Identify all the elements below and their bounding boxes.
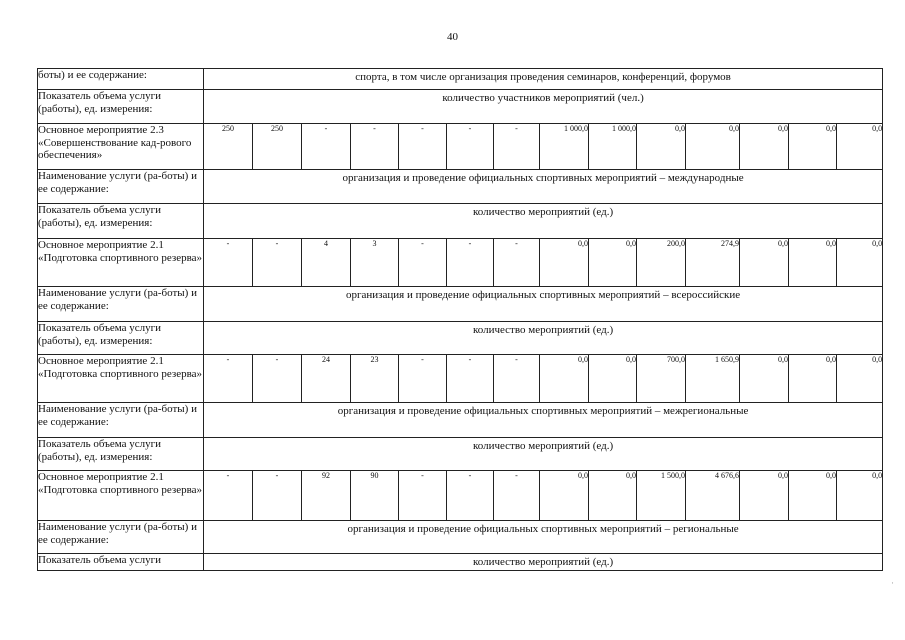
table-row-section bbox=[38, 170, 883, 204]
value-cell: 274,9 bbox=[686, 239, 740, 287]
value-cell: - bbox=[204, 239, 253, 287]
table-row-section bbox=[38, 204, 883, 239]
value-cell: 1 500,0 bbox=[637, 471, 686, 521]
row-label: Основное мероприятие 2.1 «Подготовка спортивного резерва» bbox=[38, 471, 204, 521]
value-cell: 0,0 bbox=[589, 239, 637, 287]
section-description: организация и проведение официальных спортивных мероприятий – международные bbox=[204, 170, 883, 204]
value-cell: - bbox=[253, 355, 302, 403]
value-cell: 0,0 bbox=[789, 239, 837, 287]
row-label: Основное мероприятие 2.1 «Подготовка спортивного резерва» bbox=[38, 239, 204, 287]
value-cell: 0,0 bbox=[789, 124, 837, 170]
section-description: спорта, в том числе организация проведения семинаров, конференций, форумов bbox=[204, 69, 883, 90]
section-description: организация и проведение официальных спортивных мероприятий – региональные bbox=[204, 521, 883, 554]
row-label: Наименование услуги (ра-боты) и ее содержание: bbox=[38, 287, 204, 322]
row-label: Основное мероприятие 2.1 «Подготовка спортивного резерва» bbox=[38, 355, 204, 403]
table-row-section bbox=[38, 438, 883, 471]
table-row-values bbox=[38, 239, 883, 287]
table-row-section bbox=[38, 521, 883, 554]
value-cell: 0,0 bbox=[837, 471, 883, 521]
section-description: организация и проведение официальных спортивных мероприятий – всероссийские bbox=[204, 287, 883, 322]
edge-mark: · bbox=[891, 578, 894, 588]
value-cell: 250 bbox=[204, 124, 253, 170]
services-table bbox=[37, 68, 883, 571]
value-cell: 4 bbox=[302, 239, 351, 287]
table-row-section bbox=[38, 403, 883, 438]
row-label: Показатель объема услуги bbox=[38, 554, 204, 571]
value-cell: 250 bbox=[253, 124, 302, 170]
section-description: организация и проведение официальных спортивных мероприятий – межрегиональные bbox=[204, 403, 883, 438]
value-cell: 0,0 bbox=[540, 239, 589, 287]
value-cell: - bbox=[494, 471, 540, 521]
table-row-section bbox=[38, 287, 883, 322]
section-description: количество участников мероприятий (чел.) bbox=[204, 90, 883, 124]
value-cell: 0,0 bbox=[740, 471, 789, 521]
value-cell: 0,0 bbox=[589, 355, 637, 403]
value-cell: 0,0 bbox=[540, 471, 589, 521]
value-cell: 0,0 bbox=[686, 124, 740, 170]
value-cell: 700,0 bbox=[637, 355, 686, 403]
table-row-section bbox=[38, 554, 883, 571]
value-cell: - bbox=[399, 239, 447, 287]
section-description: количество мероприятий (ед.) bbox=[204, 322, 883, 355]
value-cell: 0,0 bbox=[540, 355, 589, 403]
value-cell: 0,0 bbox=[837, 239, 883, 287]
value-cell: 1 650,9 bbox=[686, 355, 740, 403]
row-label: Наименование услуги (ра-боты) и ее содержание: bbox=[38, 170, 204, 204]
row-label: Показатель объема услуги (работы), ед. измерения: bbox=[38, 322, 204, 355]
row-label: Показатель объема услуги (работы), ед. измерения: bbox=[38, 204, 204, 239]
section-description: количество мероприятий (ед.) bbox=[204, 554, 883, 571]
table-row-values bbox=[38, 471, 883, 521]
value-cell: 4 676,6 bbox=[686, 471, 740, 521]
row-label: Наименование услуги (ра-боты) и ее содержание: bbox=[38, 403, 204, 438]
value-cell: - bbox=[494, 124, 540, 170]
value-cell: 1 000,0 bbox=[589, 124, 637, 170]
value-cell: - bbox=[204, 355, 253, 403]
value-cell: 0,0 bbox=[589, 471, 637, 521]
value-cell: 0,0 bbox=[789, 471, 837, 521]
value-cell: 3 bbox=[351, 239, 399, 287]
value-cell: 0,0 bbox=[837, 355, 883, 403]
value-cell: 23 bbox=[351, 355, 399, 403]
table-row-section bbox=[38, 69, 883, 90]
value-cell: 92 bbox=[302, 471, 351, 521]
value-cell: - bbox=[351, 124, 399, 170]
value-cell: 24 bbox=[302, 355, 351, 403]
value-cell: - bbox=[447, 239, 494, 287]
value-cell: - bbox=[494, 355, 540, 403]
value-cell: - bbox=[302, 124, 351, 170]
row-label: Показатель объема услуги (работы), ед. измерения: bbox=[38, 438, 204, 471]
value-cell: 200,0 bbox=[637, 239, 686, 287]
value-cell: 0,0 bbox=[740, 355, 789, 403]
table-row-section bbox=[38, 90, 883, 124]
value-cell: 0,0 bbox=[740, 239, 789, 287]
value-cell: - bbox=[447, 355, 494, 403]
value-cell: - bbox=[447, 124, 494, 170]
value-cell: 0,0 bbox=[789, 355, 837, 403]
row-label: Показатель объема услуги (работы), ед. измерения: bbox=[38, 90, 204, 124]
row-label: Основное мероприятие 2.3 «Совершенствование кад-рового обеспечения» bbox=[38, 124, 204, 170]
value-cell: - bbox=[399, 471, 447, 521]
value-cell: 90 bbox=[351, 471, 399, 521]
value-cell: - bbox=[399, 124, 447, 170]
section-description: количество мероприятий (ед.) bbox=[204, 438, 883, 471]
value-cell: - bbox=[494, 239, 540, 287]
section-description: количество мероприятий (ед.) bbox=[204, 204, 883, 239]
value-cell: - bbox=[399, 355, 447, 403]
table-row-values bbox=[38, 355, 883, 403]
page-number: 40 bbox=[447, 31, 458, 43]
value-cell: 1 000,0 bbox=[540, 124, 589, 170]
table-row-values bbox=[38, 124, 883, 170]
value-cell: 0,0 bbox=[740, 124, 789, 170]
value-cell: - bbox=[253, 239, 302, 287]
table-row-section bbox=[38, 322, 883, 355]
value-cell: 0,0 bbox=[837, 124, 883, 170]
value-cell: 0,0 bbox=[637, 124, 686, 170]
row-label: боты) и ее содержание: bbox=[38, 69, 204, 90]
value-cell: - bbox=[447, 471, 494, 521]
value-cell: - bbox=[253, 471, 302, 521]
row-label: Наименование услуги (ра-боты) и ее содержание: bbox=[38, 521, 204, 554]
value-cell: - bbox=[204, 471, 253, 521]
